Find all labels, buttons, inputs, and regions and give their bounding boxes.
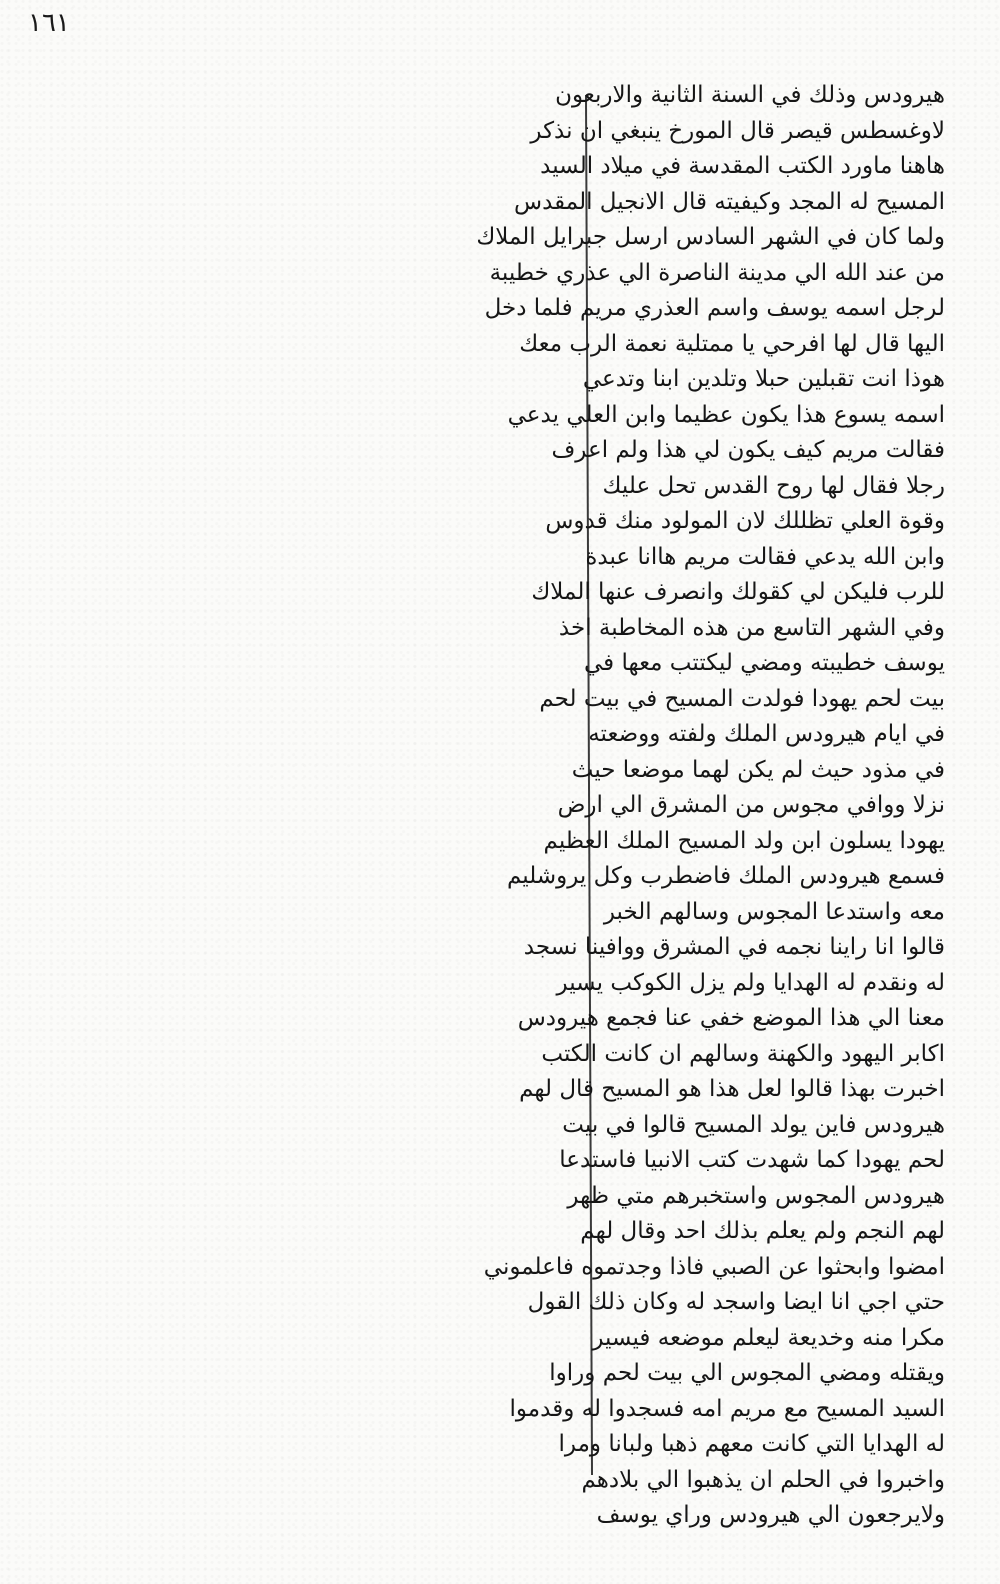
manuscript-line: للرب فليكن لي كقولك وانصرف عنها الملاك: [531, 579, 945, 605]
manuscript-line: ويقتله ومضي المجوس الي بيت لحم وراوا: [549, 1360, 945, 1386]
manuscript-line: لحم يهودا كما شهدت كتب الانبيا فاستدعا: [559, 1147, 945, 1173]
manuscript-line: لهم النجم ولم يعلم بذلك احد وقال لهم: [580, 1218, 945, 1244]
manuscript-line: هيرودس فاين يولد المسيح قالوا في بيت: [562, 1111, 945, 1138]
manuscript-line: رجلا فقال لها روح القدس تحل عليك: [602, 472, 945, 499]
manuscript-line: اليها قال لها افرحي يا ممتلية نعمة الرب معك: [519, 330, 945, 357]
manuscript-line: في مذود حيث لم يكن لهما موضعا حيث: [571, 756, 945, 783]
manuscript-line: من عند الله الي مدينة الناصرة الي عذري خطيبة: [489, 259, 945, 286]
manuscript-line: معه واستدعا المجوس وسالهم الخبر: [603, 898, 945, 925]
manuscript-line: يوسف خطيبته ومضي ليكتتب معها في: [583, 650, 945, 676]
manuscript-line: قالوا انا راينا نجمه في المشرق ووافينا نسجد: [523, 934, 945, 960]
manuscript-line: وقوة العلي تظللك لان المولود منك قدوس: [545, 508, 945, 534]
manuscript-line: هوذا انت تقبلين حبلا وتلدين ابنا وتدعي: [582, 366, 945, 392]
manuscript-line: لاوغسطس قيصر قال المورخ ينبغي ان نذكر: [530, 117, 945, 144]
manuscript-line: واخبروا في الحلم ان يذهبوا الي بلادهم: [581, 1466, 945, 1493]
manuscript-line: السيد المسيح مع مريم امه فسجدوا له وقدموا: [509, 1395, 945, 1422]
manuscript-line: هيرودس المجوس واستخبرهم متي ظهر: [567, 1182, 945, 1209]
manuscript-line: امضوا وابحثوا عن الصبي فاذا وجدتموه فاعلموني: [483, 1253, 945, 1280]
manuscript-line: له ونقدم له الهدايا ولم يزل الكوكب يسير: [556, 969, 945, 996]
manuscript-line: المسيح له المجد وكيفيته قال الانجيل المقدس: [514, 188, 945, 215]
manuscript-line: فسمع هيرودس الملك فاضطرب وكل يروشليم: [506, 863, 945, 889]
folio-number: ١٦١: [28, 8, 70, 38]
manuscript-line: مكرا منه وخديعة ليعلم موضعه فيسير: [592, 1324, 945, 1351]
manuscript-line: اسمه يسوع هذا يكون عظيما وابن العلي يدعي: [507, 401, 945, 428]
manuscript-line: نزلا ووافي مجوس من المشرق الي ارض: [557, 792, 945, 818]
manuscript-line: وفي الشهر التاسع من هذه المخاطبة اخذ: [558, 614, 945, 641]
manuscript-line: لرجل اسمه يوسف واسم العذري مريم فلما دخل: [484, 295, 945, 321]
manuscript-line: حتي اجي انا ايضا واسجد له وكان ذلك القول: [527, 1289, 945, 1315]
manuscript-line: اخبرت بهذا قالوا لعل هذا هو المسيح قال لهم: [519, 1076, 945, 1102]
manuscript-line: ولما كان في الشهر السادس ارسل جبرايل الملاك: [476, 224, 945, 250]
manuscript-line: معنا الي هذا الموضع خفي عنا فجمع هيرودس: [517, 1005, 945, 1031]
manuscript-line: هاهنا ماورد الكتب المقدسة في ميلاد السيد: [540, 153, 945, 179]
manuscript-line: يهودا يسلون ابن ولد المسيح الملك العظيم: [543, 827, 945, 854]
manuscript-line: فقالت مريم كيف يكون لي هذا ولم اعرف: [551, 437, 945, 463]
manuscript-line: ولايرجعون الي هيرودس وراي يوسف: [596, 1502, 945, 1528]
manuscript-line: اكابر اليهود والكهنة وسالهم ان كانت الكتب: [541, 1040, 945, 1067]
manuscript-line: وابن الله يدعي فقالت مريم هاانا عبدة: [585, 543, 945, 570]
manuscript-text-block: [476, 78, 945, 1534]
manuscript-line: بيت لحم يهودا فولدت المسيح في بيت لحم: [539, 685, 945, 712]
manuscript-line: هيرودس وذلك في السنة الثانية والاربعون: [555, 82, 945, 108]
manuscript-line: في ايام هيرودس الملك ولفته ووضعته: [588, 721, 945, 747]
manuscript-line: له الهدايا التي كانت معهم ذهبا ولبانا ومرا: [558, 1431, 945, 1457]
